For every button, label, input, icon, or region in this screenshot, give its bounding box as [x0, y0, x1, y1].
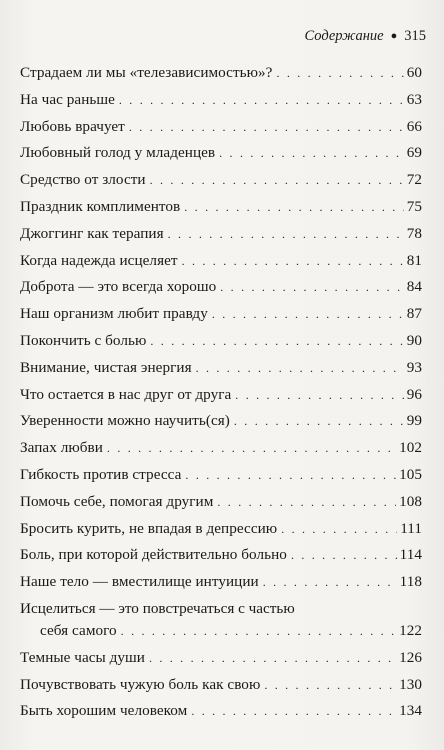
toc-entry-page: 69 [406, 144, 422, 162]
toc-entry [20, 622, 422, 649]
toc-entry-page: 93 [406, 358, 422, 376]
dot-leader [191, 704, 396, 719]
toc-entry-page: 60 [406, 64, 422, 81]
toc-entry-page: 84 [406, 278, 422, 296]
toc-entry-title: Наш организм любит правду [20, 305, 208, 323]
toc-entry-page: 102 [399, 439, 422, 457]
toc-entry-title: Боль, при которой действительно больно [20, 546, 287, 564]
toc-entry [20, 64, 422, 91]
dot-leader [121, 624, 396, 639]
toc-entry-title: Запах любви [20, 439, 103, 457]
toc-entry-page: 114 [399, 546, 422, 564]
toc-entry-page: 96 [406, 385, 422, 403]
toc-entry-page: 130 [399, 675, 422, 693]
dot-leader [119, 93, 404, 108]
toc-entry [20, 439, 422, 466]
toc-entry-title: себя самого [40, 621, 117, 639]
dot-leader [264, 678, 396, 693]
toc-entry [20, 144, 422, 171]
toc-entry [20, 573, 422, 600]
toc-entry [20, 493, 422, 520]
bullet-icon: ● [390, 30, 398, 42]
dot-leader [220, 280, 403, 295]
toc-entry-title: Уверенности можно научить(ся) [20, 412, 230, 430]
dot-leader [150, 334, 403, 349]
toc-entry-page: 87 [406, 305, 422, 323]
toc-entry-title: Любовный голод у младенцев [20, 144, 216, 162]
toc-entry-page: 122 [399, 621, 422, 639]
toc-entry-page: 134 [399, 702, 422, 720]
running-head [305, 28, 427, 45]
toc-entry-title: Страдаем ли мы «телезависимостью»? [20, 64, 273, 81]
toc-entry-title: Покончить с болью [20, 331, 147, 349]
toc-entry-page: 63 [406, 90, 422, 108]
running-head-page-number: 315 [404, 28, 426, 44]
toc-entry-title: Джоггинг как терапия [20, 224, 164, 242]
toc-entry-page: 75 [406, 197, 422, 215]
toc-entry [20, 332, 422, 359]
dot-leader [129, 120, 404, 135]
toc-entry-page: 78 [406, 224, 422, 242]
toc-entry [20, 198, 422, 225]
dot-leader [185, 468, 396, 483]
dot-leader [281, 522, 397, 537]
toc-entry [20, 171, 422, 198]
toc-entry [20, 546, 422, 573]
toc-entry [20, 278, 422, 305]
toc-entry-title: Наше тело — вместилище интуиции [20, 573, 259, 591]
toc-entry-page: 72 [406, 171, 422, 189]
toc-entry-page: 81 [406, 251, 422, 269]
toc-entry-title: Темные часы души [20, 648, 145, 666]
running-head-section: Содержание [304, 28, 384, 44]
toc-entry-title: Праздник комплиментов [20, 197, 181, 215]
toc-entry [20, 520, 422, 547]
toc-entry [20, 649, 422, 676]
dot-leader [291, 548, 397, 563]
toc-entry [20, 466, 422, 493]
dot-leader [219, 146, 404, 161]
toc-entry [20, 305, 422, 332]
dot-leader [235, 388, 403, 403]
toc-entry [20, 386, 422, 413]
toc-entry-title: Почувствовать чужую боль как свою [20, 675, 261, 693]
dot-leader [196, 361, 404, 376]
toc-entry [20, 676, 422, 703]
toc-entry-title: Любовь врачует [20, 117, 125, 135]
toc-entry [20, 359, 422, 386]
dot-leader [234, 414, 404, 429]
toc-entry [20, 225, 422, 252]
table-of-contents [20, 64, 422, 729]
toc-entry-title-line: Исцелиться — это повстречаться с частью [20, 599, 295, 617]
toc-entry-page: 111 [400, 519, 422, 537]
dot-leader [263, 575, 397, 590]
dot-leader [149, 651, 396, 666]
toc-entry [20, 702, 422, 729]
toc-entry-title: Быть хорошим человеком [20, 702, 188, 720]
toc-entry-page: 105 [399, 465, 422, 483]
dot-leader [212, 307, 404, 322]
dot-leader [150, 173, 404, 188]
toc-entry-page: 99 [406, 412, 422, 430]
toc-entry-page: 90 [406, 331, 422, 349]
dot-leader [107, 441, 396, 456]
toc-entry-title: На час раньше [20, 90, 115, 108]
toc-entry-title: Доброта — это всегда хорошо [20, 278, 217, 296]
toc-entry-title: Бросить курить, не впадая в депрессию [20, 519, 278, 537]
toc-entry-title: Гибкость против стресса [20, 465, 182, 483]
dot-leader [168, 227, 404, 242]
toc-entry-title: Помочь себе, помогая другим [20, 492, 214, 510]
dot-leader [182, 254, 404, 269]
toc-entry-title: Внимание, чистая энергия [20, 358, 192, 376]
toc-entry-page: 66 [406, 117, 422, 135]
dot-leader [217, 495, 396, 510]
toc-entry-title: Средство от злости [20, 171, 146, 189]
toc-entry-page: 118 [399, 573, 422, 591]
dot-leader [184, 200, 403, 215]
dot-leader [276, 66, 403, 81]
toc-entry [20, 412, 422, 439]
toc-entry [20, 252, 422, 279]
toc-entry-title: Что остается в нас друг от друга [20, 385, 232, 403]
toc-entry-page: 126 [399, 648, 422, 666]
toc-entry [20, 118, 422, 145]
toc-entry-page: 108 [399, 492, 422, 510]
toc-entry-title: Когда надежда исцеляет [20, 251, 178, 269]
toc-entry [20, 91, 422, 118]
